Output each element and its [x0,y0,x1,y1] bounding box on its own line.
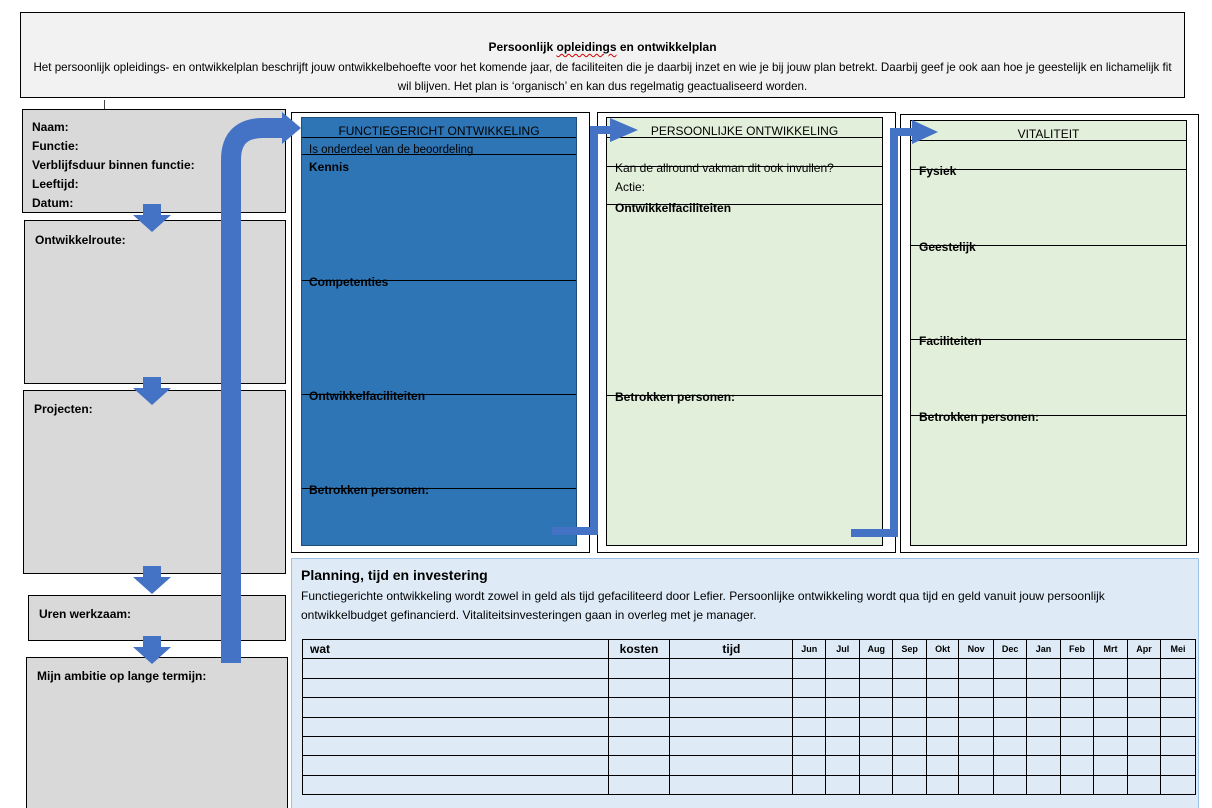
table-cell[interactable] [826,717,860,736]
table-cell[interactable] [793,756,826,775]
table-cell[interactable] [1127,678,1160,697]
table-cell[interactable] [1127,659,1160,678]
table-cell[interactable] [608,659,670,678]
table-cell[interactable] [1027,678,1061,697]
col-wat: wat [303,640,609,659]
col-month: Okt [927,640,959,659]
table-cell[interactable] [1094,756,1128,775]
table-cell[interactable] [1094,717,1128,736]
table-cell[interactable] [1127,736,1160,755]
col-month: Dec [994,640,1027,659]
hours-label: Uren werkzaam: [39,607,132,621]
geestelijk-section[interactable] [911,235,1186,340]
table-cell[interactable] [303,736,609,755]
table-cell[interactable] [303,659,609,678]
betrokken-personen-section[interactable] [302,478,576,557]
table-cell[interactable] [1061,736,1094,755]
table-row [303,736,1196,755]
table-cell[interactable] [1061,775,1094,794]
persoonlijk-faciliteiten-label: Ontwikkelfaciliteiten [615,201,732,215]
col-month: Jun [793,640,826,659]
vakman-question: Kan de allround vakman dit ook invullen? [615,161,834,175]
table-cell[interactable] [303,775,609,794]
table-cell[interactable] [959,736,994,755]
table-cell[interactable] [826,659,860,678]
table-cell[interactable] [670,678,793,697]
vitaliteit-betrokken-section[interactable] [911,405,1186,557]
table-cell[interactable] [994,775,1027,794]
table-cell[interactable] [1027,775,1061,794]
persoonlijke-ontwikkeling-column [606,117,883,546]
table-cell[interactable] [860,736,893,755]
projects-label: Projecten: [34,402,93,416]
ambition-label: Mijn ambitie op lange termijn: [37,669,207,683]
table-cell[interactable] [927,736,959,755]
table-cell[interactable] [1094,659,1128,678]
planning-section [291,558,1199,808]
persoonlijk-betrokken-label: Betrokken personen: [615,390,736,404]
table-row [303,775,1196,794]
table-row [303,698,1196,717]
development-route-panel[interactable] [24,220,286,384]
table-cell[interactable] [959,756,994,775]
table-cell[interactable] [1160,717,1195,736]
functiegericht-column [301,117,577,546]
betrokken-personen-label: Betrokken personen: [309,483,430,497]
header-description: Het persoonlijk opleidings- en ontwikkelplan beschrijft jouw ontwikkelbehoefte voor het komende jaar, de faciliteiten die je daarbij inzet en wie je bij jouw plan betrekt. Daarbij geef je ook aan hoe je geestelijk en lichamelijk fit wil blijven. Het plan is ‘organisch’ en kan dus regelmatig geactualiseerd worden. [33,61,1172,93]
table-cell[interactable] [927,678,959,697]
table-cell[interactable] [994,756,1027,775]
table-cell[interactable] [1027,698,1061,717]
table-cell[interactable] [826,775,860,794]
table-cell[interactable] [1160,756,1195,775]
table-cell[interactable] [959,678,994,697]
table-cell[interactable] [1127,698,1160,717]
table-cell[interactable] [1160,736,1195,755]
table-cell[interactable] [608,775,670,794]
col-month: Jan [1027,640,1061,659]
kennis-label: Kennis [309,160,350,174]
ambition-panel[interactable] [26,657,288,808]
col-month: Apr [1127,640,1160,659]
table-cell[interactable] [1061,698,1094,717]
table-cell[interactable] [927,659,959,678]
table-cell[interactable] [826,678,860,697]
table-cell[interactable] [793,717,826,736]
table-cell[interactable] [1094,678,1128,697]
planning-title: Planning, tijd en investering [301,567,488,583]
col-month: Feb [1061,640,1094,659]
planning-table [302,639,1196,795]
projects-panel[interactable] [23,390,286,574]
table-row [303,678,1196,697]
table-cell[interactable] [1094,775,1128,794]
table-cell[interactable] [1160,678,1195,697]
table-cell[interactable] [1061,756,1094,775]
age-label: Leeftijd: [32,177,79,191]
name-label: Naam: [32,120,69,134]
table-cell[interactable] [927,717,959,736]
table-cell[interactable] [1160,698,1195,717]
table-cell[interactable] [893,698,927,717]
table-cell[interactable] [793,775,826,794]
competenties-section[interactable] [302,270,576,395]
table-cell[interactable] [826,756,860,775]
table-cell[interactable] [670,756,793,775]
table-cell[interactable] [893,678,927,697]
fysiek-label: Fysiek [919,164,957,178]
table-cell[interactable] [793,736,826,755]
table-cell[interactable] [893,756,927,775]
table-cell[interactable] [1027,756,1061,775]
geestelijk-label: Geestelijk [919,240,976,254]
functiegericht-title: FUNCTIEGERICHT ONTWIKKELING [302,118,576,138]
table-cell[interactable] [826,736,860,755]
table-cell[interactable] [608,678,670,697]
table-cell[interactable] [1027,717,1061,736]
spellcheck-word: opleidings [556,40,617,54]
table-cell[interactable] [860,678,893,697]
table-cell[interactable] [927,756,959,775]
table-cell[interactable] [1160,659,1195,678]
ontwikkelfaciliteiten-label: Ontwikkelfaciliteiten [309,389,426,403]
table-cell[interactable] [860,756,893,775]
col-month: Jul [826,640,860,659]
page-title: Persoonlijk opleidings en ontwikkelplan [488,40,717,54]
table-cell[interactable] [670,775,793,794]
table-cell[interactable] [670,698,793,717]
actie-label: Actie: [615,180,646,194]
kennis-section[interactable] [302,155,576,281]
table-row [303,659,1196,678]
table-cell[interactable] [826,698,860,717]
table-cell[interactable] [893,775,927,794]
table-cell[interactable] [1027,659,1061,678]
col-month: Nov [959,640,994,659]
duration-label: Verblijfsduur binnen functie: [32,158,195,172]
table-cell[interactable] [860,659,893,678]
col-kosten: kosten [608,640,670,659]
table-cell[interactable] [303,756,609,775]
persoonlijke-ontwikkeling-title: PERSOONLIJKE ONTWIKKELING [607,118,882,138]
functiegericht-subtitle: Is onderdeel van de beoordeling [302,137,576,155]
fysiek-section[interactable] [911,159,1186,246]
function-label: Functie: [32,139,79,153]
col-month: Mei [1160,640,1195,659]
vitaliteit-faciliteiten-label: Faciliteiten [919,334,982,348]
table-cell[interactable] [608,698,670,717]
table-cell[interactable] [959,698,994,717]
col-month: Sep [893,640,927,659]
planning-description: Functiegerichte ontwikkeling wordt zowel in geld als tijd gefaciliteerd door Lefier. Persoonlijke ontwikkeling wordt qua tijd en geld vanuit jouw persoonlijk ontwikkelbudget gefinancierd. Vitaliteitsinvesteringen gaan in overleg met je manager. [301,589,1105,622]
table-cell[interactable] [994,736,1027,755]
table-cell[interactable] [608,736,670,755]
table-cell[interactable] [1127,775,1160,794]
personal-info-panel[interactable] [22,109,286,213]
table-cell[interactable] [1061,717,1094,736]
vitaliteit-title: VITALITEIT [911,121,1186,141]
table-cell[interactable] [893,736,927,755]
table-cell[interactable] [994,698,1027,717]
table-cell[interactable] [303,717,609,736]
col-month: Aug [860,640,893,659]
table-cell[interactable] [994,659,1027,678]
hours-panel[interactable] [28,595,286,641]
development-route-label: Ontwikkelroute: [35,233,126,247]
table-cell[interactable] [959,775,994,794]
table-cell[interactable] [608,756,670,775]
table-cell[interactable] [793,698,826,717]
table-cell[interactable] [670,717,793,736]
document-header [20,12,1185,98]
table-row [303,717,1196,736]
competenties-label: Competenties [309,275,389,289]
table-cell[interactable] [1061,678,1094,697]
table-cell[interactable] [959,659,994,678]
table-cell[interactable] [1027,736,1061,755]
vitaliteit-betrokken-label: Betrokken personen: [919,410,1040,424]
vitaliteit-column [910,120,1187,546]
col-tijd: tijd [670,640,793,659]
table-cell[interactable] [860,698,893,717]
table-cell[interactable] [927,698,959,717]
table-cell[interactable] [860,717,893,736]
table-cell[interactable] [959,717,994,736]
persoonlijk-betrokken-section[interactable] [607,385,882,557]
table-cell[interactable] [893,659,927,678]
table-cell[interactable] [670,659,793,678]
table-cell[interactable] [303,678,609,697]
table-cell[interactable] [1127,717,1160,736]
table-cell[interactable] [303,698,609,717]
table-cell[interactable] [670,736,793,755]
table-cell[interactable] [1127,756,1160,775]
table-cell[interactable] [893,717,927,736]
table-cell[interactable] [994,717,1027,736]
vitaliteit-faciliteiten-section[interactable] [911,329,1186,416]
table-cell[interactable] [927,775,959,794]
table-cell[interactable] [1061,659,1094,678]
table-cell[interactable] [793,659,826,678]
table-cell[interactable] [994,678,1027,697]
table-row [303,756,1196,775]
ontwikkelfaciliteiten-section[interactable] [302,384,576,489]
table-cell[interactable] [793,678,826,697]
date-label: Datum: [32,196,74,210]
persoonlijk-faciliteiten-section[interactable] [607,196,882,396]
table-cell[interactable] [1094,698,1128,717]
table-cell[interactable] [608,717,670,736]
table-cell[interactable] [860,775,893,794]
col-month: Mrt [1094,640,1128,659]
table-cell[interactable] [1160,775,1195,794]
table-cell[interactable] [1094,736,1128,755]
